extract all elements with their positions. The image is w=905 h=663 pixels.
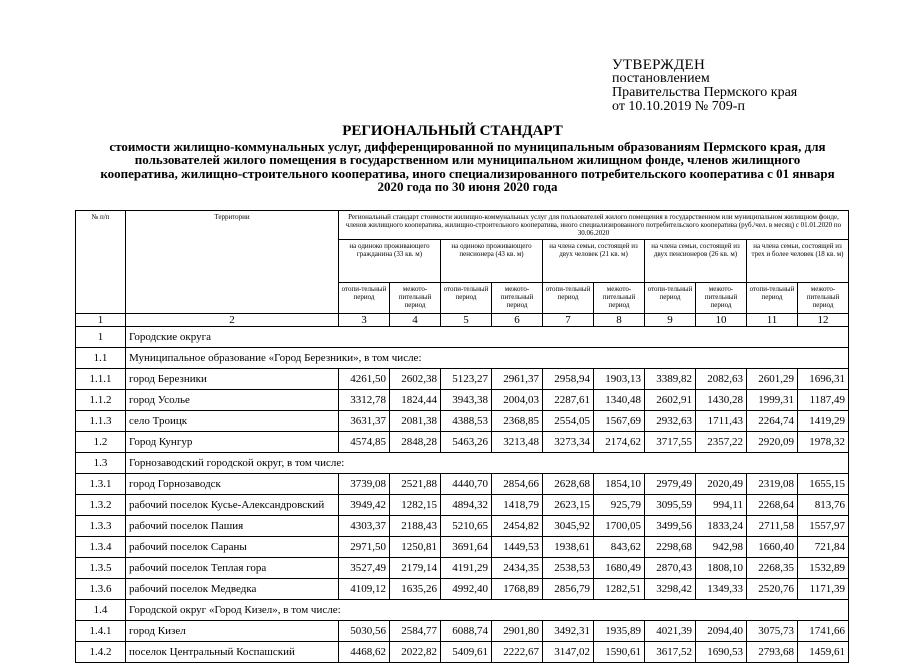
column-numbers-row (76, 314, 849, 327)
value-cell: 2268,35 (747, 558, 798, 579)
value-cell: 2188,43 (390, 516, 441, 537)
value-cell: 2434,35 (492, 558, 543, 579)
value-cell: 4468,62 (339, 642, 390, 663)
header-nonheating-period: межото-пительный период (696, 283, 747, 314)
value-cell: 5463,26 (441, 432, 492, 453)
value-cell: 994,11 (696, 495, 747, 516)
value-cell: 1187,49 (798, 390, 849, 411)
value-cell: 925,79 (594, 495, 645, 516)
header-heating-period: отопи-тельный период (645, 283, 696, 314)
value-cell: 1567,69 (594, 411, 645, 432)
value-cell: 2319,08 (747, 474, 798, 495)
value-cell: 2222,67 (492, 642, 543, 663)
value-cell: 1590,61 (594, 642, 645, 663)
value-cell: 4261,50 (339, 369, 390, 390)
header-heating-period: отопи-тельный период (543, 283, 594, 314)
territory-name: рабочий поселок Кусье-Александровский (126, 495, 339, 516)
approval-stamp (612, 58, 892, 114)
header-num: № п/п (76, 211, 126, 314)
value-cell: 3273,34 (543, 432, 594, 453)
value-cell: 4303,37 (339, 516, 390, 537)
territory-name: город Кизел (126, 621, 339, 642)
header-group: на члена семьи, состоящей из двух человек (21 кв. м) (543, 240, 645, 283)
value-cell: 2711,58 (747, 516, 798, 537)
document-title: РЕГИОНАЛЬНЫЙ СТАНДАРТ (342, 123, 563, 139)
value-cell: 6088,74 (441, 621, 492, 642)
value-cell: 2628,68 (543, 474, 594, 495)
row-code: 1.1.2 (76, 390, 126, 411)
value-cell: 1655,15 (798, 474, 849, 495)
value-cell: 3389,82 (645, 369, 696, 390)
header-group: на члена семьи, состоящей из трех и более человек (18 кв. м) (747, 240, 849, 283)
row-code: 1.3.5 (76, 558, 126, 579)
value-cell: 942,98 (696, 537, 747, 558)
approval-line-3: Правительства Пермского края (612, 85, 798, 100)
territory-name: город Березники (126, 369, 339, 390)
value-cell: 1938,61 (543, 537, 594, 558)
value-cell: 1690,53 (696, 642, 747, 663)
value-cell: 3213,48 (492, 432, 543, 453)
header-standard: Региональный стандарт стоимости жилищно-коммунальных услуг для пользователей жилого помещения в государственном или муниципальном жилищном фонде, членов жилищного кооператива, жилищно-строительного кооператива, иного специализированного потребительского кооператива (руб./чел. в месяц) с 01.01.2020 по 30.06.2020 (339, 211, 849, 240)
header-group: на одиноко проживающего пенсионера (43 кв. м) (441, 240, 543, 283)
value-cell: 1903,13 (594, 369, 645, 390)
value-cell: 1999,31 (747, 390, 798, 411)
value-cell: 2856,79 (543, 579, 594, 600)
value-cell: 2521,88 (390, 474, 441, 495)
value-cell: 4894,32 (441, 495, 492, 516)
row-code: 1 (76, 327, 126, 348)
value-cell: 4191,29 (441, 558, 492, 579)
approval-line-2: постановлением (612, 71, 710, 86)
value-cell: 2854,66 (492, 474, 543, 495)
territory-name: село Троицк (126, 411, 339, 432)
value-cell: 1418,79 (492, 495, 543, 516)
value-cell: 2601,29 (747, 369, 798, 390)
value-cell: 1349,33 (696, 579, 747, 600)
value-cell: 5409,61 (441, 642, 492, 663)
column-number: 7 (543, 314, 594, 327)
territory-name: поселок Центральный Коспашский (126, 642, 339, 663)
table-row (76, 558, 849, 579)
value-cell: 1250,81 (390, 537, 441, 558)
value-cell: 2268,64 (747, 495, 798, 516)
section-row (76, 600, 849, 621)
value-cell: 2094,40 (696, 621, 747, 642)
value-cell: 2264,74 (747, 411, 798, 432)
value-cell: 1449,53 (492, 537, 543, 558)
value-cell: 2793,68 (747, 642, 798, 663)
value-cell: 2602,38 (390, 369, 441, 390)
value-cell: 3298,42 (645, 579, 696, 600)
value-cell: 843,62 (594, 537, 645, 558)
value-cell: 2958,94 (543, 369, 594, 390)
table-row (76, 432, 849, 453)
value-cell: 1532,89 (798, 558, 849, 579)
territory-name: Горнозаводский городской округ, в том числе: (126, 453, 849, 474)
value-cell: 2584,77 (390, 621, 441, 642)
row-code: 1.4.2 (76, 642, 126, 663)
territory-name: Муниципальное образование «Город Березники», в том числе: (126, 348, 849, 369)
territory-name: рабочий поселок Медведка (126, 579, 339, 600)
value-cell: 2971,50 (339, 537, 390, 558)
value-cell: 3717,55 (645, 432, 696, 453)
value-cell: 1419,29 (798, 411, 849, 432)
value-cell: 2368,85 (492, 411, 543, 432)
value-cell: 4388,53 (441, 411, 492, 432)
value-cell: 1696,31 (798, 369, 849, 390)
header-territory: Территории (126, 211, 339, 314)
value-cell: 1660,40 (747, 537, 798, 558)
value-cell: 3147,02 (543, 642, 594, 663)
value-cell: 1741,66 (798, 621, 849, 642)
standard-table (75, 210, 849, 663)
value-cell: 3739,08 (339, 474, 390, 495)
column-number: 12 (798, 314, 849, 327)
value-cell: 1768,89 (492, 579, 543, 600)
value-cell: 1854,10 (594, 474, 645, 495)
row-code: 1.2 (76, 432, 126, 453)
value-cell: 3492,31 (543, 621, 594, 642)
value-cell: 2022,82 (390, 642, 441, 663)
row-code: 1.1.1 (76, 369, 126, 390)
value-cell: 2623,15 (543, 495, 594, 516)
value-cell: 5030,56 (339, 621, 390, 642)
value-cell: 3045,92 (543, 516, 594, 537)
column-number: 2 (126, 314, 339, 327)
table-row (76, 390, 849, 411)
section-row (76, 327, 849, 348)
value-cell: 2870,43 (645, 558, 696, 579)
value-cell: 2520,76 (747, 579, 798, 600)
header-group: на члена семьи, состоящей из двух пенсионеров (26 кв. м) (645, 240, 747, 283)
row-code: 1.1.3 (76, 411, 126, 432)
value-cell: 1557,97 (798, 516, 849, 537)
table-row (76, 537, 849, 558)
value-cell: 3527,49 (339, 558, 390, 579)
value-cell: 2179,14 (390, 558, 441, 579)
value-cell: 2538,53 (543, 558, 594, 579)
value-cell: 4574,85 (339, 432, 390, 453)
value-cell: 1635,26 (390, 579, 441, 600)
value-cell: 2961,37 (492, 369, 543, 390)
value-cell: 3631,37 (339, 411, 390, 432)
column-number: 3 (339, 314, 390, 327)
value-cell: 2298,68 (645, 537, 696, 558)
value-cell: 2357,22 (696, 432, 747, 453)
column-number: 1 (76, 314, 126, 327)
value-cell: 1340,48 (594, 390, 645, 411)
column-number: 11 (747, 314, 798, 327)
column-number: 6 (492, 314, 543, 327)
document-subtitle: стоимости жилищно-коммунальных услуг, дифференцированной по муниципальным образованиям Пермского края, для пользователей жилого помещения в государственном или муниципальном жилищном фонде, членов жилищного кооператива, жилищно-строительного кооператива, иного специализированного потребительского кооператива с 01 января 2020 года по 30 июня 2020 года (100, 139, 835, 195)
header-heating-period: отопи-тельный период (339, 283, 390, 314)
table-body (76, 211, 849, 663)
value-cell: 1711,43 (696, 411, 747, 432)
table-row (76, 621, 849, 642)
column-number: 9 (645, 314, 696, 327)
territory-name: Городские округа (126, 327, 849, 348)
value-cell: 3095,59 (645, 495, 696, 516)
header-group: на одиноко проживающего гражданина (33 кв. м) (339, 240, 441, 283)
row-code: 1.3.6 (76, 579, 126, 600)
header-nonheating-period: межото-пительный период (390, 283, 441, 314)
value-cell: 3499,56 (645, 516, 696, 537)
header-heating-period: отопи-тельный период (441, 283, 492, 314)
header-nonheating-period: межото-пительный период (798, 283, 849, 314)
table-row (76, 411, 849, 432)
value-cell: 3617,52 (645, 642, 696, 663)
value-cell: 1430,28 (696, 390, 747, 411)
header-nonheating-period: межото-пительный период (492, 283, 543, 314)
column-number: 5 (441, 314, 492, 327)
section-row (76, 348, 849, 369)
value-cell: 1680,49 (594, 558, 645, 579)
value-cell: 3943,38 (441, 390, 492, 411)
territory-name: Городской округ «Город Кизел», в том числе: (126, 600, 849, 621)
table-row (76, 579, 849, 600)
column-number: 4 (390, 314, 441, 327)
value-cell: 1824,44 (390, 390, 441, 411)
row-code: 1.4.1 (76, 621, 126, 642)
value-cell: 2920,09 (747, 432, 798, 453)
row-code: 1.3 (76, 453, 126, 474)
table-row (76, 369, 849, 390)
territory-name: рабочий поселок Теплая гора (126, 558, 339, 579)
row-code: 1.3.2 (76, 495, 126, 516)
value-cell: 2848,28 (390, 432, 441, 453)
value-cell: 2901,80 (492, 621, 543, 642)
value-cell: 2174,62 (594, 432, 645, 453)
territory-name: Город Кунгур (126, 432, 339, 453)
territory-name: город Горнозаводск (126, 474, 339, 495)
value-cell: 2602,91 (645, 390, 696, 411)
value-cell: 2554,05 (543, 411, 594, 432)
value-cell: 1700,05 (594, 516, 645, 537)
table-row (76, 495, 849, 516)
value-cell: 2082,63 (696, 369, 747, 390)
row-code: 1.3.4 (76, 537, 126, 558)
value-cell: 2004,03 (492, 390, 543, 411)
column-number: 8 (594, 314, 645, 327)
value-cell: 2287,61 (543, 390, 594, 411)
value-cell: 2020,49 (696, 474, 747, 495)
approval-line-1: УТВЕРЖДЕН (612, 57, 706, 73)
value-cell: 5210,65 (441, 516, 492, 537)
value-cell: 2979,49 (645, 474, 696, 495)
row-code: 1.3.1 (76, 474, 126, 495)
value-cell: 2932,63 (645, 411, 696, 432)
value-cell: 4992,40 (441, 579, 492, 600)
row-code: 1.1 (76, 348, 126, 369)
value-cell: 721,84 (798, 537, 849, 558)
value-cell: 1808,10 (696, 558, 747, 579)
territory-name: город Усолье (126, 390, 339, 411)
header-row-1 (76, 211, 849, 240)
value-cell: 3949,42 (339, 495, 390, 516)
table-row (76, 516, 849, 537)
value-cell: 4021,39 (645, 621, 696, 642)
value-cell: 3075,73 (747, 621, 798, 642)
column-number: 10 (696, 314, 747, 327)
value-cell: 813,76 (798, 495, 849, 516)
value-cell: 1459,61 (798, 642, 849, 663)
value-cell: 1833,24 (696, 516, 747, 537)
section-row (76, 453, 849, 474)
approval-line-4: от 10.10.2019 № 709-п (612, 99, 745, 114)
territory-name: рабочий поселок Сараны (126, 537, 339, 558)
value-cell: 2081,38 (390, 411, 441, 432)
value-cell: 4109,12 (339, 579, 390, 600)
table-row (76, 642, 849, 663)
value-cell: 5123,27 (441, 369, 492, 390)
header-heating-period: отопи-тельный период (747, 283, 798, 314)
value-cell: 1978,32 (798, 432, 849, 453)
row-code: 1.4 (76, 600, 126, 621)
row-code: 1.3.3 (76, 516, 126, 537)
value-cell: 3312,78 (339, 390, 390, 411)
value-cell: 4440,70 (441, 474, 492, 495)
territory-name: рабочий поселок Пашия (126, 516, 339, 537)
table-row (76, 474, 849, 495)
header-nonheating-period: межото-пительный период (594, 283, 645, 314)
value-cell: 1171,39 (798, 579, 849, 600)
value-cell: 1282,51 (594, 579, 645, 600)
value-cell: 1282,15 (390, 495, 441, 516)
value-cell: 3691,64 (441, 537, 492, 558)
value-cell: 1935,89 (594, 621, 645, 642)
value-cell: 2454,82 (492, 516, 543, 537)
